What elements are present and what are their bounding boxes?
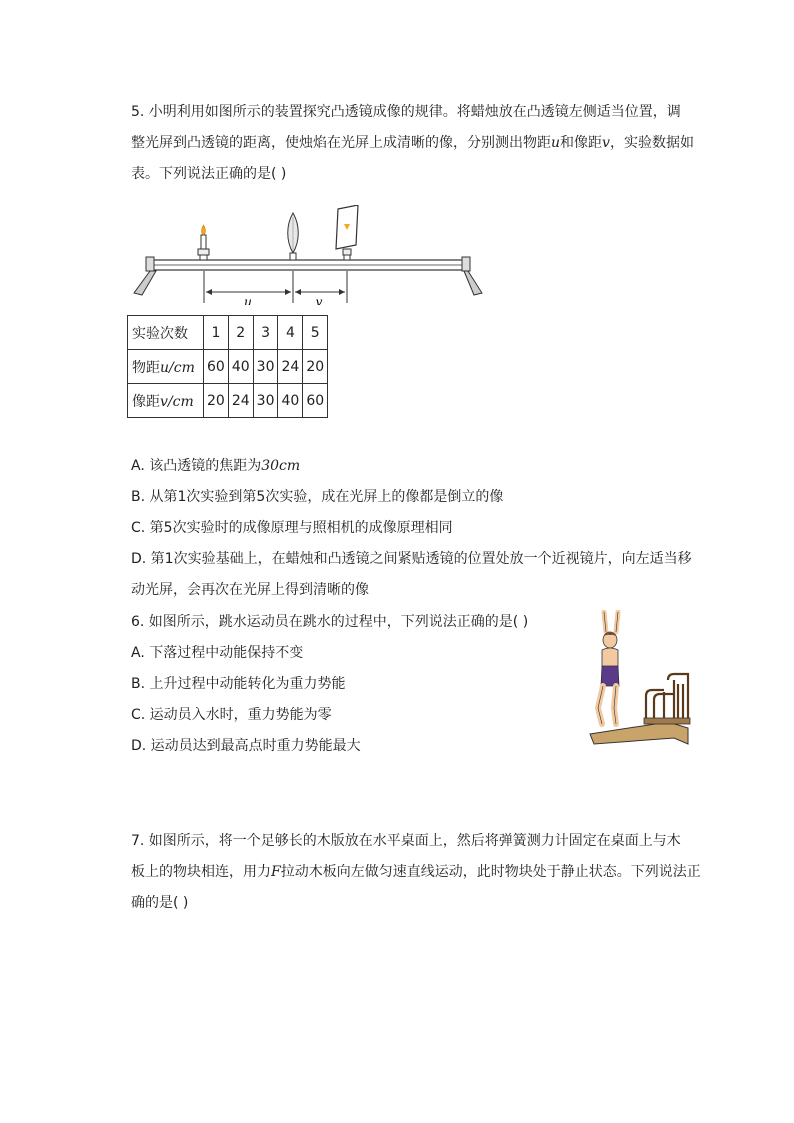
bench-right-clamp <box>462 257 470 271</box>
q5-option-c: C. 第5次实验时的成像原理与照相机的成像原理相同 <box>131 520 453 536</box>
table-cell: 5 <box>303 316 328 350</box>
q5-option-a <box>131 456 300 476</box>
table-cell: 24 <box>278 350 303 384</box>
convex-lens-icon <box>288 213 299 260</box>
table-row <box>128 350 328 384</box>
q6-option-b: B. 上升过程中动能转化为重力势能 <box>131 676 346 692</box>
light-screen-icon <box>336 205 358 260</box>
table-cell: 20 <box>303 350 328 384</box>
table-cell: 60 <box>204 350 229 384</box>
experiment-data-table <box>127 315 328 418</box>
table-row-label <box>128 384 204 418</box>
table-cell: 1 <box>204 316 229 350</box>
table-cell: 24 <box>228 384 253 418</box>
table-cell: 20 <box>204 384 229 418</box>
bench-left-leg <box>134 271 156 295</box>
table-cell: 30 <box>253 350 278 384</box>
table-cell: 4 <box>278 316 303 350</box>
table-cell: 40 <box>228 350 253 384</box>
row-label-var: u/cm <box>160 359 195 376</box>
table-header-label: 实验次数 <box>128 316 204 350</box>
q6-option-d: D. 运动员达到最高点时重力势能最大 <box>131 738 361 754</box>
table-cell: 2 <box>228 316 253 350</box>
q7-stem-line-2-b: 拉动木板向左做匀速直线运动，此时物块处于静止状态。下列说法正 <box>280 864 701 880</box>
candle-icon <box>198 225 209 260</box>
diver-figure-icon <box>598 612 619 724</box>
distance-label-u: u <box>244 295 252 305</box>
row-label-prefix: 像距 <box>132 393 160 410</box>
q7-stem-line-2 <box>131 862 701 882</box>
q7-stem-line-1: 7. 如图所示，将一个足够长的木版放在水平桌面上，然后将弹簧测力计固定在桌面上与木 <box>131 833 681 849</box>
q6-option-a: A. 下落过程中动能保持不变 <box>131 645 304 661</box>
q5-stem-line-3: 表。下列说法正确的是( ) <box>131 166 287 182</box>
q7-stem-line-3: 确的是( ) <box>131 895 189 911</box>
q6-stem: 6. 如图所示，跳水运动员在跳水的过程中，下列说法正确的是( ) <box>131 614 529 630</box>
q5-stem-line-2-end: ，实验数据如 <box>609 135 694 151</box>
table-row <box>128 384 328 418</box>
q7-stem-line-2-a: 板上的物块相连，用力 <box>131 864 271 880</box>
q5-option-d-line-1: D. 第1次实验基础上，在蜡烛和凸透镜之间紧贴透镜的位置处放一个近视镜片，向左适当移 <box>131 551 692 567</box>
table-row <box>128 316 328 350</box>
optical-bench-diagram <box>130 205 500 305</box>
diver-illustration <box>588 610 692 750</box>
bench-right-leg <box>464 271 482 295</box>
row-label-prefix: 物距 <box>132 359 160 376</box>
bench-left-clamp <box>146 257 154 271</box>
q5-stem-line-2-mid: 和像距 <box>560 135 603 151</box>
distance-label-v: v <box>315 295 323 305</box>
ladder-railing <box>646 674 688 722</box>
q5-stem-line-2-a: 整光屏到凸透镜的距离，使烛焰在光屏上成清晰的像，分别测出物距 <box>131 135 551 151</box>
var-u: u <box>551 135 561 151</box>
var-v: v <box>602 135 610 151</box>
q5-option-a-text: A. 该凸透镜的焦距为 <box>131 458 262 474</box>
table-cell: 3 <box>253 316 278 350</box>
table-row-label <box>128 350 204 384</box>
q5-option-a-value: 30cm <box>261 458 301 474</box>
var-f: F <box>271 864 281 880</box>
table-cell: 30 <box>253 384 278 418</box>
q5-stem-line-1: 5. 小明利用如图所示的装置探究凸透镜成像的规律。将蜡烛放在凸透镜左侧适当位置，调 <box>131 104 681 120</box>
q6-option-c: C. 运动员入水时，重力势能为零 <box>131 707 332 723</box>
row-label-var: v/cm <box>160 393 194 410</box>
table-cell: 40 <box>278 384 303 418</box>
q5-option-b: B. 从第1次实验到第5次实验，成在光屏上的像都是倒立的像 <box>131 489 504 505</box>
q5-stem-line-2 <box>131 133 694 153</box>
table-cell: 60 <box>303 384 328 418</box>
q5-option-d-line-2: 动光屏，会再次在光屏上得到清晰的像 <box>131 582 369 598</box>
